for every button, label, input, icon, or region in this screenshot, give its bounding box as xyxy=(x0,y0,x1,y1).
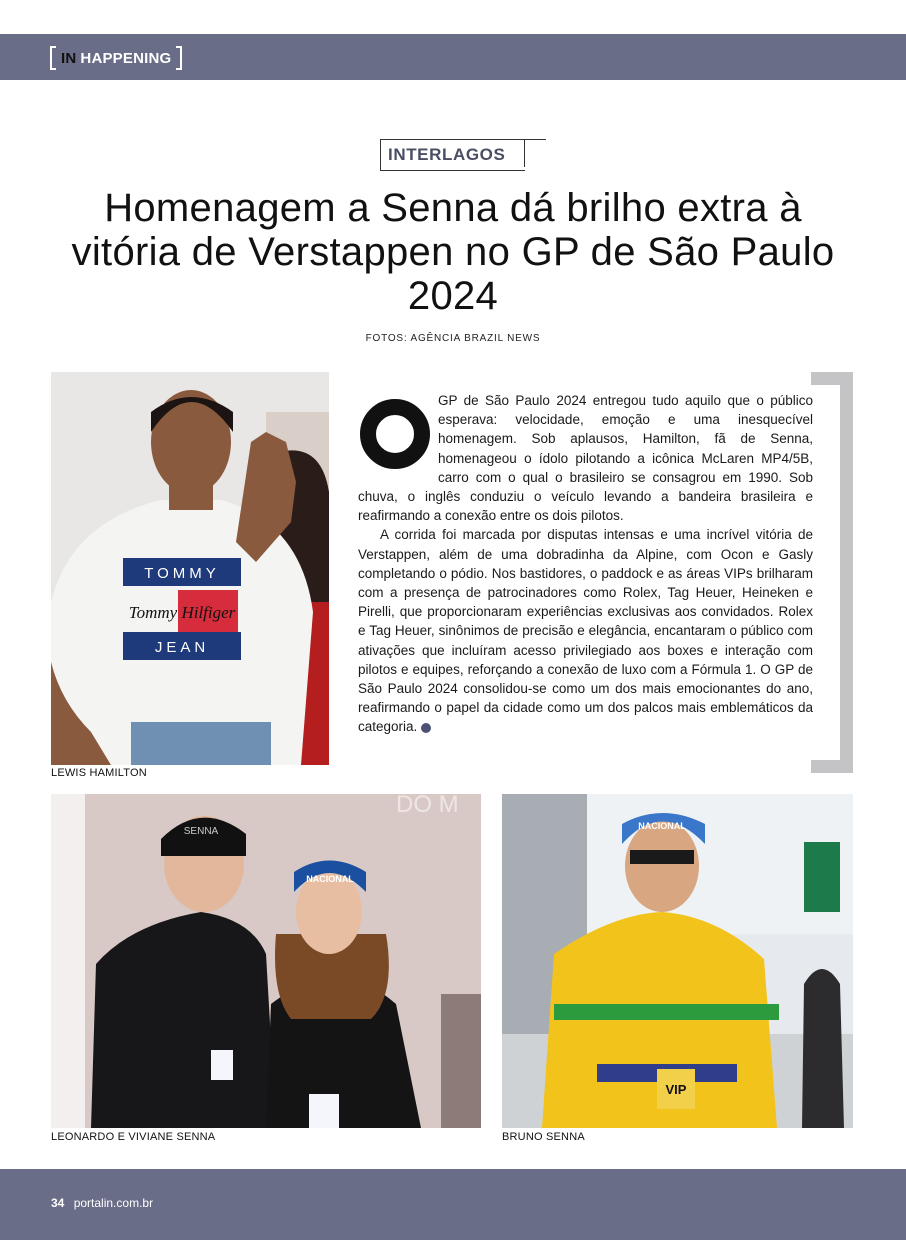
footer xyxy=(51,1196,153,1210)
footer-website[interactable]: portalin.com.br xyxy=(73,1196,154,1210)
shirt-bottom-text: JEAN xyxy=(154,639,210,656)
section-tag xyxy=(50,46,182,70)
page-number: 34 xyxy=(51,1196,65,1210)
bracket-left-icon xyxy=(50,46,56,70)
bracket-right-icon xyxy=(176,46,182,70)
photo-credit: FOTOS: AGÊNCIA BRAZIL NEWS xyxy=(365,333,541,344)
caption-bruno-senna: BRUNO SENNA xyxy=(502,1131,585,1143)
section-name: HAPPENING xyxy=(80,49,172,67)
article-paragraph-2: A corrida foi marcada por disputas intensas e uma incrível vitória de Verstappen, além de uma dobradinha da Alpine, com Ocon e Gasly completando o pódio. Nos bastidores, o paddock e as áreas VIPs brilharam com a presença de patrocinadores como Rolex, Tag Heuer, Heineken e Pirelli, que proporcionaram experiências exclusivas aos convidados. Rolex e Tag Heuer, sinônimos de precisão e elegância, encantaram o público com ativações que incluíram acesso privilegiado aos boxes e interação com pilotos e equipes, reforçando a conexão de luxo com a Fórmula 1. O GP de São Paulo 2024 consolidou-se como um dos mais emocionantes do ano, reafirmando o papel da cidade como um dos palcos mais emblemáticos da categoria. xyxy=(358,527,813,735)
photo-lewis-hamilton xyxy=(51,372,329,765)
kicker-frame xyxy=(380,139,546,171)
caption-lewis-hamilton: LEWIS HAMILTON xyxy=(51,767,147,779)
section-prefix: IN xyxy=(61,49,77,67)
article-body xyxy=(358,391,813,737)
shirt-script-text: Tommy Hilfiger xyxy=(128,603,236,622)
page-title: Homenagem a Senna dá brilho extra à vitória de Verstappen no GP de São Paulo 2024 xyxy=(71,186,835,318)
cap-right-text: NACIONAL xyxy=(306,874,354,884)
shirt-top-text: TOMMY xyxy=(144,565,220,582)
backdrop-text: DO M xyxy=(396,794,459,818)
photo-leonardo-viviane-senna xyxy=(51,794,481,1128)
article-paragraph-1: GP de São Paulo 2024 entregou tudo aquilo que o público esperava: velocidade, emoção e uma inesquecível homenagem. Sob aplausos, Hamilton, fã de Senna, homenageou o ídolo pilotando a icônica McLaren MP4/5B, carro com o qual o brasileiro se consagrou em 1990. Sob chuva, o inglês conduziu o veículo levando a bandeira brasileira e reafirmando a conexão entre os dois pilotos. xyxy=(358,393,813,524)
bruno-cap-text: NACIONAL xyxy=(638,821,686,831)
vip-badge-text: VIP xyxy=(665,1082,687,1097)
dropcap-o-icon xyxy=(358,397,432,471)
kicker: INTERLAGOS xyxy=(388,145,506,164)
caption-leonardo-viviane-senna: LEONARDO E VIVIANE SENNA xyxy=(51,1131,216,1143)
end-mark-icon xyxy=(421,723,431,733)
side-bracket-icon xyxy=(811,372,853,773)
cap-left-text: SENNA xyxy=(183,826,219,837)
photo-bruno-senna xyxy=(502,794,853,1128)
